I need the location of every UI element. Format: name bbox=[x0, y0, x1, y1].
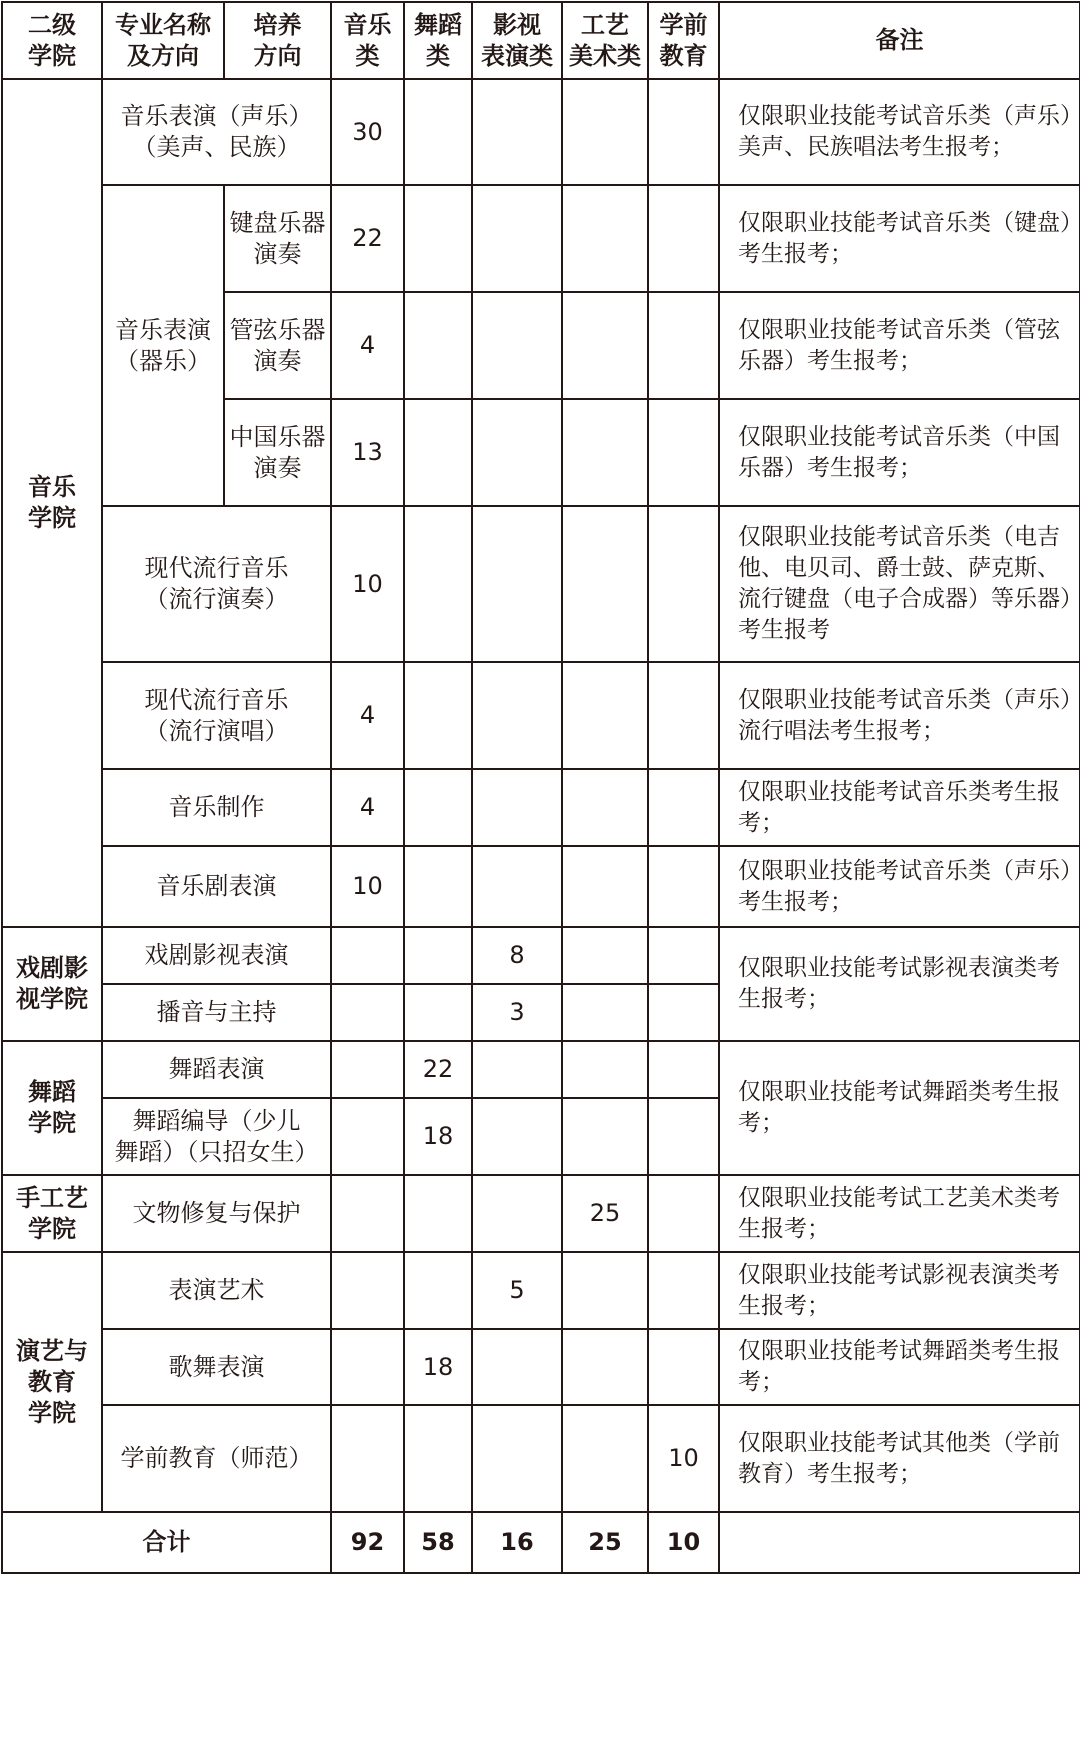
major-cell: 歌舞表演 bbox=[102, 1329, 331, 1405]
direction-cell: 管弦乐器 演奏 bbox=[224, 292, 331, 399]
table-row bbox=[2, 662, 1080, 769]
table-row bbox=[2, 1405, 1080, 1512]
music-count: 4 bbox=[331, 769, 404, 846]
major-cell: 学前教育（师范） bbox=[102, 1405, 331, 1512]
header-preschool: 学前 教育 bbox=[648, 2, 719, 79]
major-cell: 舞蹈表演 bbox=[102, 1041, 331, 1098]
film-count: 5 bbox=[472, 1252, 562, 1329]
table-row bbox=[2, 79, 1080, 185]
music-count: 4 bbox=[331, 662, 404, 769]
header-dance: 舞蹈 类 bbox=[404, 2, 472, 79]
note-cell: 仅限职业技能考试音乐类（电吉他、电贝司、爵士鼓、萨克斯、流行键盘（电子合成器）等乐器）考生报考 bbox=[719, 506, 1080, 662]
major-cell: 音乐剧表演 bbox=[102, 846, 331, 927]
music-count: 10 bbox=[331, 846, 404, 927]
header-row bbox=[2, 2, 1080, 79]
music-count: 10 bbox=[331, 506, 404, 662]
total-row bbox=[2, 1512, 1080, 1573]
header-major: 专业名称 及方向 bbox=[102, 2, 224, 79]
major-cell: 文物修复与保护 bbox=[102, 1175, 331, 1252]
header-college: 二级 学院 bbox=[2, 2, 102, 79]
note-cell: 仅限职业技能考试其他类（学前教育）考生报考； bbox=[719, 1405, 1080, 1512]
dance-count: 18 bbox=[404, 1098, 472, 1175]
preschool-count: 10 bbox=[648, 1405, 719, 1512]
table-row bbox=[2, 769, 1080, 846]
college-perf: 演艺与 教育 学院 bbox=[2, 1252, 102, 1512]
major-cell: 音乐表演 （器乐） bbox=[102, 185, 224, 506]
dance-count: 18 bbox=[404, 1329, 472, 1405]
table-row bbox=[2, 1175, 1080, 1252]
table-row bbox=[2, 185, 1080, 292]
table-row bbox=[2, 506, 1080, 662]
total-dance: 58 bbox=[404, 1512, 472, 1573]
film-count: 3 bbox=[472, 984, 562, 1041]
college-dance: 舞蹈 学院 bbox=[2, 1041, 102, 1175]
header-note: 备注 bbox=[719, 2, 1080, 79]
note-cell: 仅限职业技能考试影视表演类考生报考； bbox=[719, 927, 1080, 1041]
major-cell: 戏剧影视表演 bbox=[102, 927, 331, 984]
total-film: 16 bbox=[472, 1512, 562, 1573]
college-music: 音乐 学院 bbox=[2, 79, 102, 927]
major-cell: 播音与主持 bbox=[102, 984, 331, 1041]
header-film: 影视 表演类 bbox=[472, 2, 562, 79]
major-cell: 现代流行音乐 （流行演奏） bbox=[102, 506, 331, 662]
header-music: 音乐 类 bbox=[331, 2, 404, 79]
total-craft: 25 bbox=[562, 1512, 648, 1573]
note-cell: 仅限职业技能考试音乐类考生报考； bbox=[719, 769, 1080, 846]
music-count: 13 bbox=[331, 399, 404, 506]
enrollment-table bbox=[1, 1, 1080, 1574]
header-direction: 培养 方向 bbox=[224, 2, 331, 79]
table-row bbox=[2, 1252, 1080, 1329]
total-label: 合计 bbox=[2, 1512, 331, 1573]
direction-cell: 键盘乐器 演奏 bbox=[224, 185, 331, 292]
major-cell: 音乐表演（声乐） （美声、民族） bbox=[102, 79, 331, 185]
craft-count: 25 bbox=[562, 1175, 648, 1252]
music-count: 4 bbox=[331, 292, 404, 399]
table-row bbox=[2, 1329, 1080, 1405]
music-count: 22 bbox=[331, 185, 404, 292]
college-craft: 手工艺 学院 bbox=[2, 1175, 102, 1252]
total-music: 92 bbox=[331, 1512, 404, 1573]
direction-cell: 中国乐器 演奏 bbox=[224, 399, 331, 506]
note-cell: 仅限职业技能考试影视表演类考生报考； bbox=[719, 1252, 1080, 1329]
total-preschool: 10 bbox=[648, 1512, 719, 1573]
note-cell: 仅限职业技能考试舞蹈类考生报考； bbox=[719, 1329, 1080, 1405]
college-drama: 戏剧影 视学院 bbox=[2, 927, 102, 1041]
note-cell: 仅限职业技能考试音乐类（管弦乐器）考生报考； bbox=[719, 292, 1080, 399]
table-row bbox=[2, 927, 1080, 984]
major-cell: 表演艺术 bbox=[102, 1252, 331, 1329]
dance-count: 22 bbox=[404, 1041, 472, 1098]
header-craft: 工艺 美术类 bbox=[562, 2, 648, 79]
note-cell: 仅限职业技能考试音乐类（中国乐器）考生报考； bbox=[719, 399, 1080, 506]
table-row bbox=[2, 1041, 1080, 1098]
major-cell: 舞蹈编导（少儿 舞蹈）（只招女生） bbox=[102, 1098, 331, 1175]
note-cell: 仅限职业技能考试音乐类（声乐）美声、民族唱法考生报考； bbox=[719, 79, 1080, 185]
major-cell: 现代流行音乐 （流行演唱） bbox=[102, 662, 331, 769]
note-cell: 仅限职业技能考试音乐类（声乐）流行唱法考生报考； bbox=[719, 662, 1080, 769]
major-cell: 音乐制作 bbox=[102, 769, 331, 846]
film-count: 8 bbox=[472, 927, 562, 984]
note-cell: 仅限职业技能考试音乐类（声乐）考生报考； bbox=[719, 846, 1080, 927]
note-cell: 仅限职业技能考试工艺美术类考生报考； bbox=[719, 1175, 1080, 1252]
music-count: 30 bbox=[331, 79, 404, 185]
table-row bbox=[2, 846, 1080, 927]
note-cell: 仅限职业技能考试舞蹈类考生报考； bbox=[719, 1041, 1080, 1175]
note-cell: 仅限职业技能考试音乐类（键盘）考生报考； bbox=[719, 185, 1080, 292]
